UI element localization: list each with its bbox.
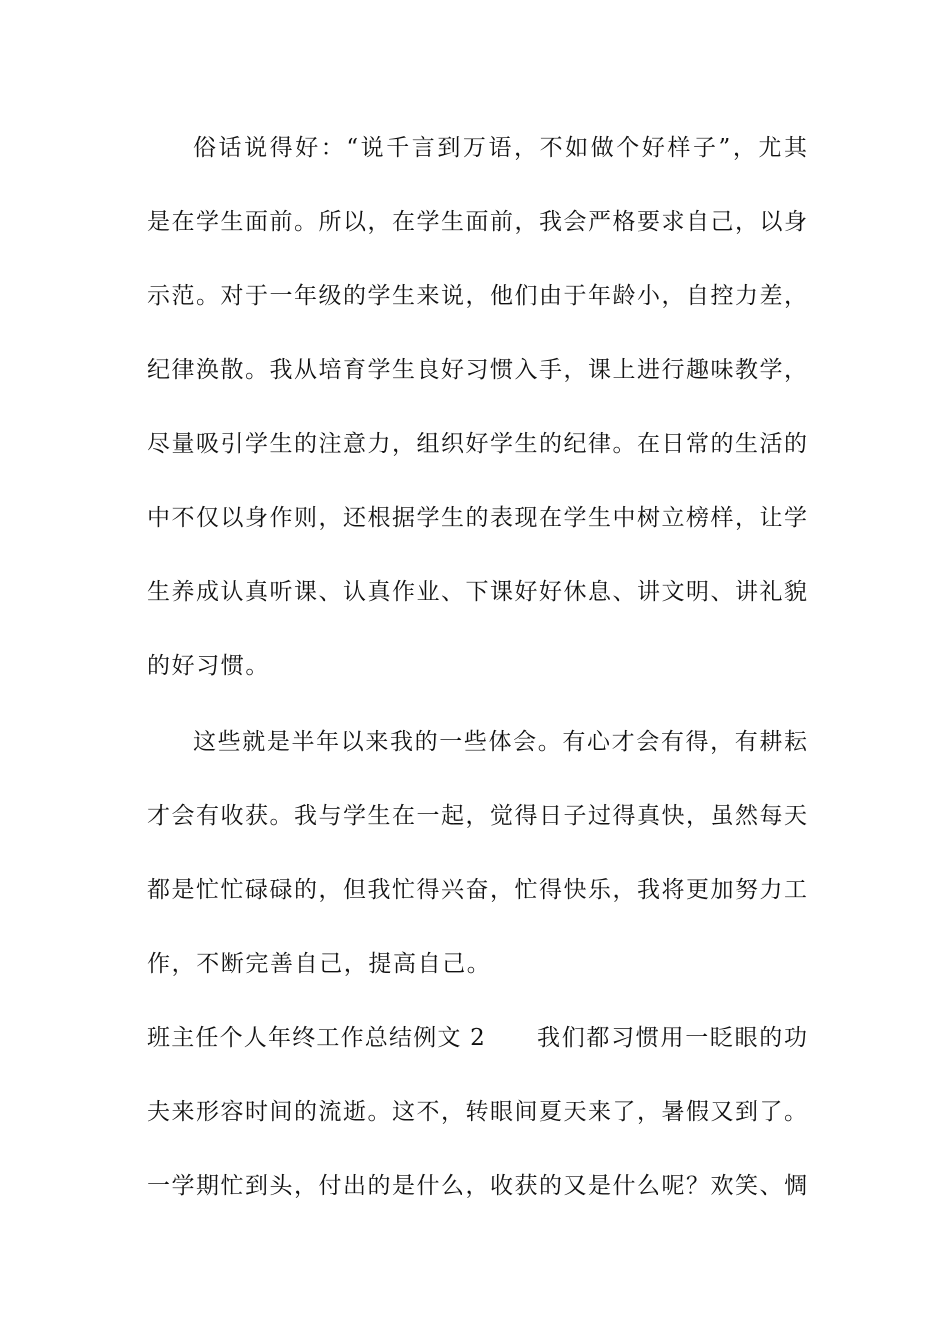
section-line-2: 夫来形容时间的流逝。这不，转眼间夏天来了，暑假又到了。	[147, 1099, 807, 1125]
paragraph-1-line-3: 示范。对于一年级的学生来说，他们由于年龄小，自控力差，	[147, 283, 807, 309]
paragraph-1-line-1: 俗话说得好：“说千言到万语，不如做个好样子”，尤其	[193, 135, 807, 161]
paragraph-1-line-6: 中不仅以身作则，还根据学生的表现在学生中树立榜样，让学	[147, 505, 807, 531]
section-title: 班主任个人年终工作总结例文 2	[147, 1025, 486, 1051]
paragraph-2-line-3: 都是忙忙碌碌的，但我忙得兴奋，忙得快乐，我将更加努力工	[147, 877, 807, 903]
section-heading-line	[147, 1018, 807, 1058]
paragraph-1-line-5: 尽量吸引学生的注意力，组织好学生的纪律。在日常的生活的	[147, 431, 807, 457]
paragraph-1-line-4: 纪律涣散。我从培育学生良好习惯入手，课上进行趣味教学，	[147, 357, 807, 383]
paragraph-2-line-2: 才会有收获。我与学生在一起，觉得日子过得真快，虽然每天	[147, 803, 807, 829]
paragraph-1-line-2: 是在学生面前。所以，在学生面前，我会严格要求自己，以身	[147, 209, 807, 235]
paragraph-2-line-1: 这些就是半年以来我的一些体会。有心才会有得，有耕耘	[193, 729, 807, 755]
paragraph-2-line-4: 作，不断完善自己，提高自己。	[147, 951, 492, 977]
section-first-line-text: 我们都习惯用一眨眼的功	[537, 1025, 807, 1051]
paragraph-1-line-8: 的好习惯。	[147, 653, 270, 679]
section-line-3: 一学期忙到头，付出的是什么，收获的又是什么呢？欢笑、惆	[147, 1173, 807, 1199]
paragraph-1-line-7: 生养成认真听课、认真作业、下课好好休息、讲文明、讲礼貌	[147, 579, 807, 605]
